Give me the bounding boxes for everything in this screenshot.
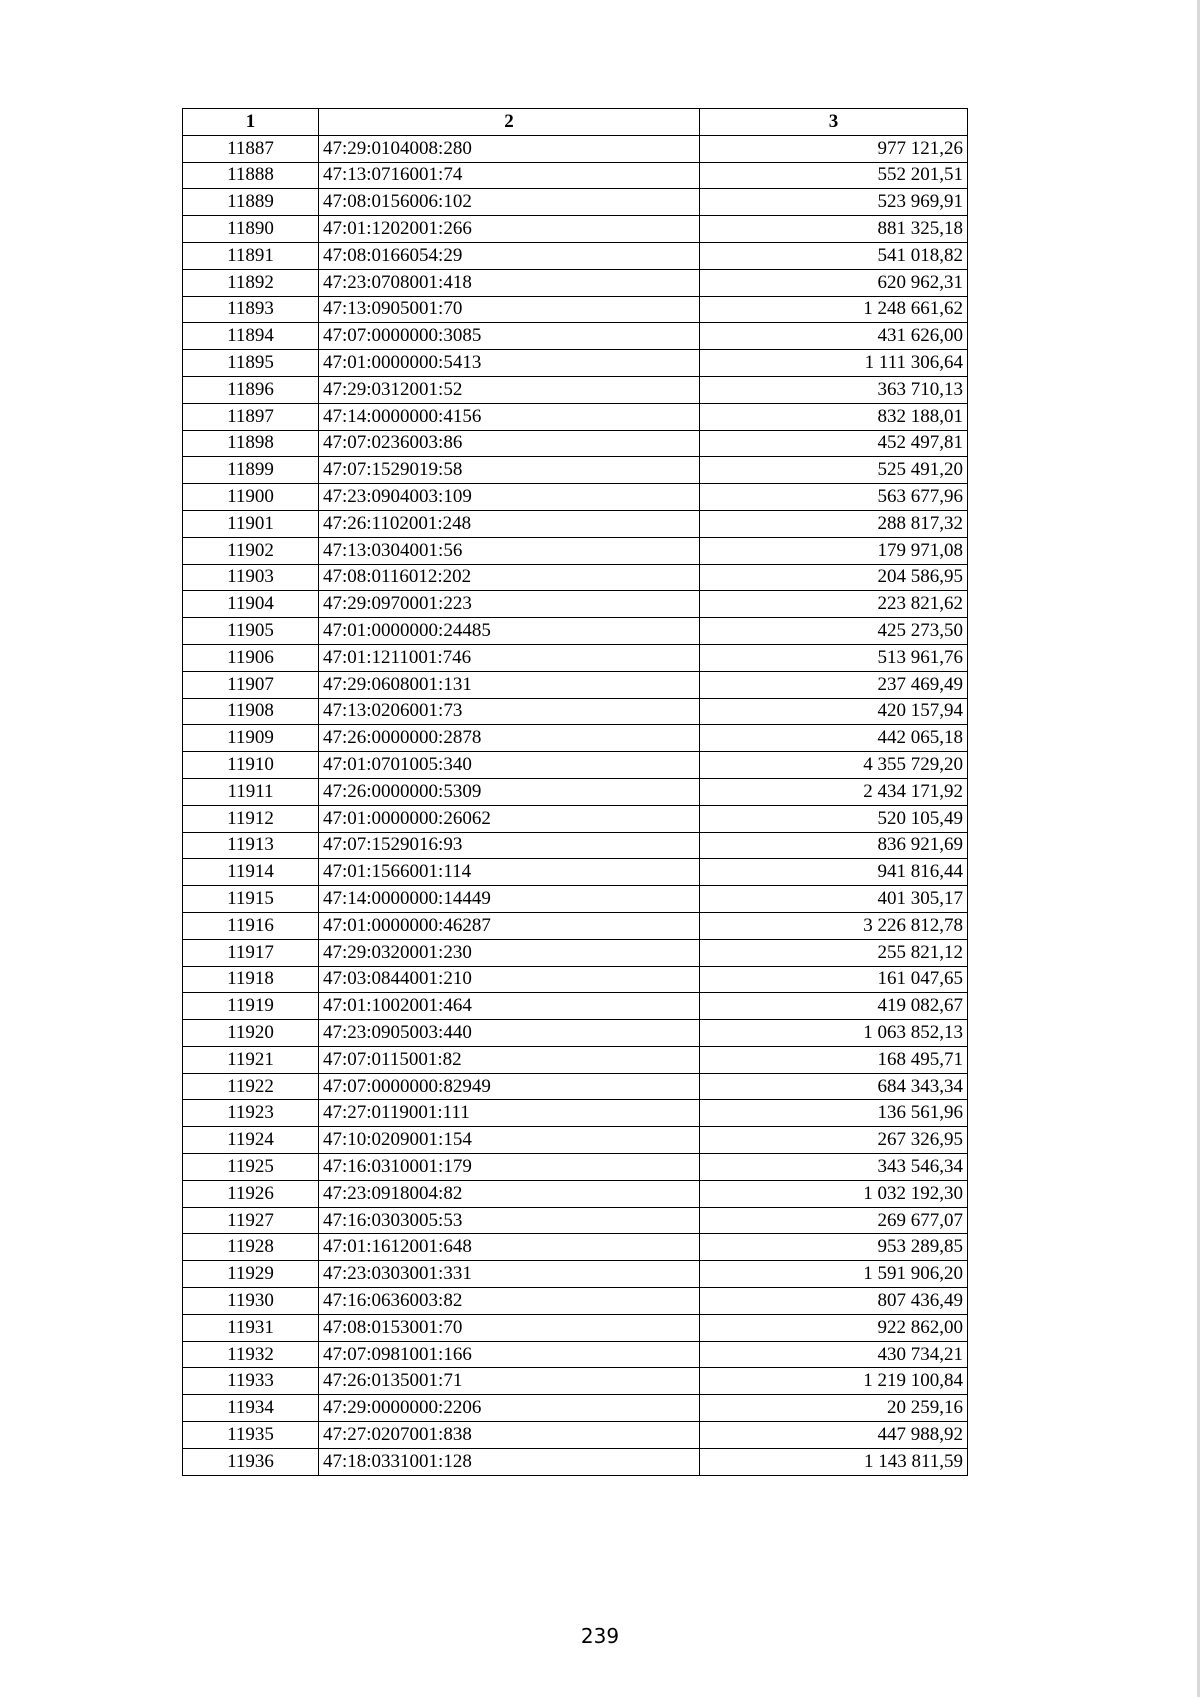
table-row [183,376,968,403]
row-number-cell: 11933 [183,1368,319,1395]
row-number-cell: 11914 [183,859,319,886]
value-cell: 620 962,31 [700,269,968,296]
row-number-cell: 11906 [183,644,319,671]
row-number-cell: 11907 [183,671,319,698]
row-number-cell: 11904 [183,591,319,618]
value-cell: 419 082,67 [700,993,968,1020]
cadastral-number-cell: 47:23:0303001:331 [319,1261,700,1288]
row-number-cell: 11915 [183,886,319,913]
row-number-cell: 11887 [183,135,319,162]
row-number-cell: 11898 [183,430,319,457]
table-row [183,886,968,913]
value-cell: 237 469,49 [700,671,968,698]
value-cell: 541 018,82 [700,242,968,269]
table-row [183,778,968,805]
cadastral-number-cell: 47:29:0608001:131 [319,671,700,698]
row-number-cell: 11930 [183,1288,319,1315]
cadastral-number-cell: 47:23:0918004:82 [319,1180,700,1207]
value-cell: 431 626,00 [700,323,968,350]
value-cell: 20 259,16 [700,1395,968,1422]
cadastral-number-cell: 47:29:0970001:223 [319,591,700,618]
table-row [183,966,968,993]
row-number-cell: 11891 [183,242,319,269]
cadastral-number-cell: 47:07:0981001:166 [319,1341,700,1368]
value-cell: 1 591 906,20 [700,1261,968,1288]
cadastral-number-cell: 47:08:0116012:202 [319,564,700,591]
row-number-cell: 11926 [183,1180,319,1207]
table-row [183,1261,968,1288]
table-row [183,1207,968,1234]
page-number: 239 [580,1624,620,1648]
value-cell: 420 157,94 [700,698,968,725]
value-cell: 922 862,00 [700,1314,968,1341]
row-number-cell: 11927 [183,1207,319,1234]
cadastral-number-cell: 47:29:0000000:2206 [319,1395,700,1422]
value-cell: 1 111 306,64 [700,350,968,377]
value-cell: 1 248 661,62 [700,296,968,323]
value-cell: 447 988,92 [700,1422,968,1449]
value-cell: 1 219 100,84 [700,1368,968,1395]
row-number-cell: 11921 [183,1046,319,1073]
cadastral-number-cell: 47:27:0207001:838 [319,1422,700,1449]
row-number-cell: 11908 [183,698,319,725]
table-row [183,644,968,671]
row-number-cell: 11903 [183,564,319,591]
table-row [183,1368,968,1395]
cadastral-number-cell: 47:29:0312001:52 [319,376,700,403]
table-row [183,939,968,966]
row-number-cell: 11929 [183,1261,319,1288]
row-number-cell: 11890 [183,216,319,243]
table-row [183,1127,968,1154]
cadastral-number-cell: 47:26:0000000:5309 [319,778,700,805]
row-number-cell: 11894 [183,323,319,350]
value-cell: 4 355 729,20 [700,752,968,779]
value-cell: 442 065,18 [700,725,968,752]
row-number-cell: 11935 [183,1422,319,1449]
cadastral-number-cell: 47:23:0905003:440 [319,1020,700,1047]
value-cell: 269 677,07 [700,1207,968,1234]
row-number-cell: 11895 [183,350,319,377]
table-row [183,564,968,591]
cadastral-number-cell: 47:03:0844001:210 [319,966,700,993]
row-number-cell: 11936 [183,1448,319,1475]
table-row [183,162,968,189]
row-number-cell: 11902 [183,537,319,564]
row-number-cell: 11916 [183,912,319,939]
table-row [183,912,968,939]
row-number-cell: 11925 [183,1154,319,1181]
value-cell: 520 105,49 [700,805,968,832]
cadastral-number-cell: 47:08:0166054:29 [319,242,700,269]
value-cell: 255 821,12 [700,939,968,966]
cadastral-number-cell: 47:01:1002001:464 [319,993,700,1020]
cadastral-number-cell: 47:07:0115001:82 [319,1046,700,1073]
row-number-cell: 11905 [183,618,319,645]
table-row [183,832,968,859]
row-number-cell: 11913 [183,832,319,859]
table-row [183,591,968,618]
value-cell: 513 961,76 [700,644,968,671]
table-row [183,618,968,645]
cadastral-number-cell: 47:14:0000000:14449 [319,886,700,913]
row-number-cell: 11911 [183,778,319,805]
table-row [183,1020,968,1047]
row-number-cell: 11920 [183,1020,319,1047]
column-header-1: 1 [183,109,319,136]
value-cell: 832 188,01 [700,403,968,430]
row-number-cell: 11932 [183,1341,319,1368]
cadastral-number-cell: 47:18:0331001:128 [319,1448,700,1475]
table-row [183,725,968,752]
row-number-cell: 11912 [183,805,319,832]
table-row [183,1422,968,1449]
cadastral-number-cell: 47:01:0000000:26062 [319,805,700,832]
table-row [183,484,968,511]
table-row [183,1314,968,1341]
table-row [183,510,968,537]
table-row [183,1180,968,1207]
cadastral-number-cell: 47:13:0905001:70 [319,296,700,323]
row-number-cell: 11889 [183,189,319,216]
row-number-cell: 11917 [183,939,319,966]
table-row [183,993,968,1020]
table-row [183,537,968,564]
value-cell: 168 495,71 [700,1046,968,1073]
cadastral-number-cell: 47:29:0104008:280 [319,135,700,162]
value-cell: 953 289,85 [700,1234,968,1261]
value-cell: 363 710,13 [700,376,968,403]
value-cell: 941 816,44 [700,859,968,886]
cadastral-number-cell: 47:13:0716001:74 [319,162,700,189]
row-number-cell: 11934 [183,1395,319,1422]
cadastral-number-cell: 47:26:0000000:2878 [319,725,700,752]
row-number-cell: 11910 [183,752,319,779]
value-cell: 179 971,08 [700,537,968,564]
cadastral-number-cell: 47:07:0000000:82949 [319,1073,700,1100]
cadastral-number-cell: 47:26:0135001:71 [319,1368,700,1395]
row-number-cell: 11928 [183,1234,319,1261]
value-cell: 288 817,32 [700,510,968,537]
cadastral-number-cell: 47:10:0209001:154 [319,1127,700,1154]
value-cell: 807 436,49 [700,1288,968,1315]
cadastral-number-cell: 47:23:0904003:109 [319,484,700,511]
table-row [183,1154,968,1181]
cadastral-number-cell: 47:01:1612001:648 [319,1234,700,1261]
column-header-3: 3 [700,109,968,136]
value-cell: 204 586,95 [700,564,968,591]
row-number-cell: 11896 [183,376,319,403]
cadastral-number-cell: 47:01:0000000:24485 [319,618,700,645]
table-row [183,859,968,886]
value-cell: 684 343,34 [700,1073,968,1100]
cadastral-number-cell: 47:01:1211001:746 [319,644,700,671]
cadastral-number-cell: 47:13:0304001:56 [319,537,700,564]
cadastral-number-cell: 47:23:0708001:418 [319,269,700,296]
cadastral-number-cell: 47:01:0000000:46287 [319,912,700,939]
cadastral-number-cell: 47:07:0000000:3085 [319,323,700,350]
cadastral-number-cell: 47:01:0701005:340 [319,752,700,779]
cadastral-number-cell: 47:29:0320001:230 [319,939,700,966]
table-row [183,430,968,457]
cadastral-number-cell: 47:27:0119001:111 [319,1100,700,1127]
row-number-cell: 11909 [183,725,319,752]
value-cell: 401 305,17 [700,886,968,913]
row-number-cell: 11923 [183,1100,319,1127]
row-number-cell: 11918 [183,966,319,993]
row-number-cell: 11899 [183,457,319,484]
value-cell: 430 734,21 [700,1341,968,1368]
value-cell: 1 032 192,30 [700,1180,968,1207]
table-row [183,189,968,216]
table-row [183,1288,968,1315]
cadastral-number-cell: 47:26:1102001:248 [319,510,700,537]
value-cell: 343 546,34 [700,1154,968,1181]
cadastral-number-cell: 47:13:0206001:73 [319,698,700,725]
row-number-cell: 11893 [183,296,319,323]
header-row [183,109,968,136]
table-row [183,296,968,323]
table-row [183,269,968,296]
value-cell: 1 063 852,13 [700,1020,968,1047]
value-cell: 267 326,95 [700,1127,968,1154]
value-cell: 452 497,81 [700,430,968,457]
row-number-cell: 11919 [183,993,319,1020]
cadastral-number-cell: 47:08:0156006:102 [319,189,700,216]
cadastral-number-cell: 47:14:0000000:4156 [319,403,700,430]
cadastral-number-cell: 47:08:0153001:70 [319,1314,700,1341]
value-cell: 1 143 811,59 [700,1448,968,1475]
cadastral-number-cell: 47:07:0236003:86 [319,430,700,457]
value-cell: 552 201,51 [700,162,968,189]
value-cell: 563 677,96 [700,484,968,511]
table-row [183,1341,968,1368]
table-row [183,242,968,269]
value-cell: 977 121,26 [700,135,968,162]
table-row [183,752,968,779]
cadastral-number-cell: 47:07:1529016:93 [319,832,700,859]
row-number-cell: 11900 [183,484,319,511]
table-header [183,109,968,136]
cadastral-number-cell: 47:07:1529019:58 [319,457,700,484]
row-number-cell: 11888 [183,162,319,189]
table-row [183,1100,968,1127]
table-row [183,698,968,725]
value-cell: 881 325,18 [700,216,968,243]
table-row [183,350,968,377]
value-cell: 836 921,69 [700,832,968,859]
table-row [183,1234,968,1261]
value-cell: 523 969,91 [700,189,968,216]
cadastral-number-cell: 47:01:1202001:266 [319,216,700,243]
row-number-cell: 11901 [183,510,319,537]
table-body [183,135,968,1475]
value-cell: 3 226 812,78 [700,912,968,939]
cadastral-number-cell: 47:16:0310001:179 [319,1154,700,1181]
table-row [183,1395,968,1422]
value-cell: 223 821,62 [700,591,968,618]
table-row [183,403,968,430]
value-cell: 2 434 171,92 [700,778,968,805]
table-row [183,1073,968,1100]
cadastral-number-cell: 47:16:0636003:82 [319,1288,700,1315]
value-cell: 136 561,96 [700,1100,968,1127]
data-table [182,108,968,1476]
cadastral-number-cell: 47:01:0000000:5413 [319,350,700,377]
table-row [183,1046,968,1073]
row-number-cell: 11922 [183,1073,319,1100]
table-row [183,1448,968,1475]
table-row [183,671,968,698]
table-row [183,216,968,243]
row-number-cell: 11892 [183,269,319,296]
value-cell: 525 491,20 [700,457,968,484]
row-number-cell: 11897 [183,403,319,430]
cadastral-number-cell: 47:16:0303005:53 [319,1207,700,1234]
table-row [183,323,968,350]
value-cell: 161 047,65 [700,966,968,993]
column-header-2: 2 [319,109,700,136]
row-number-cell: 11931 [183,1314,319,1341]
cadastral-number-cell: 47:01:1566001:114 [319,859,700,886]
table-row [183,805,968,832]
row-number-cell: 11924 [183,1127,319,1154]
table-row [183,457,968,484]
table-row [183,135,968,162]
value-cell: 425 273,50 [700,618,968,645]
